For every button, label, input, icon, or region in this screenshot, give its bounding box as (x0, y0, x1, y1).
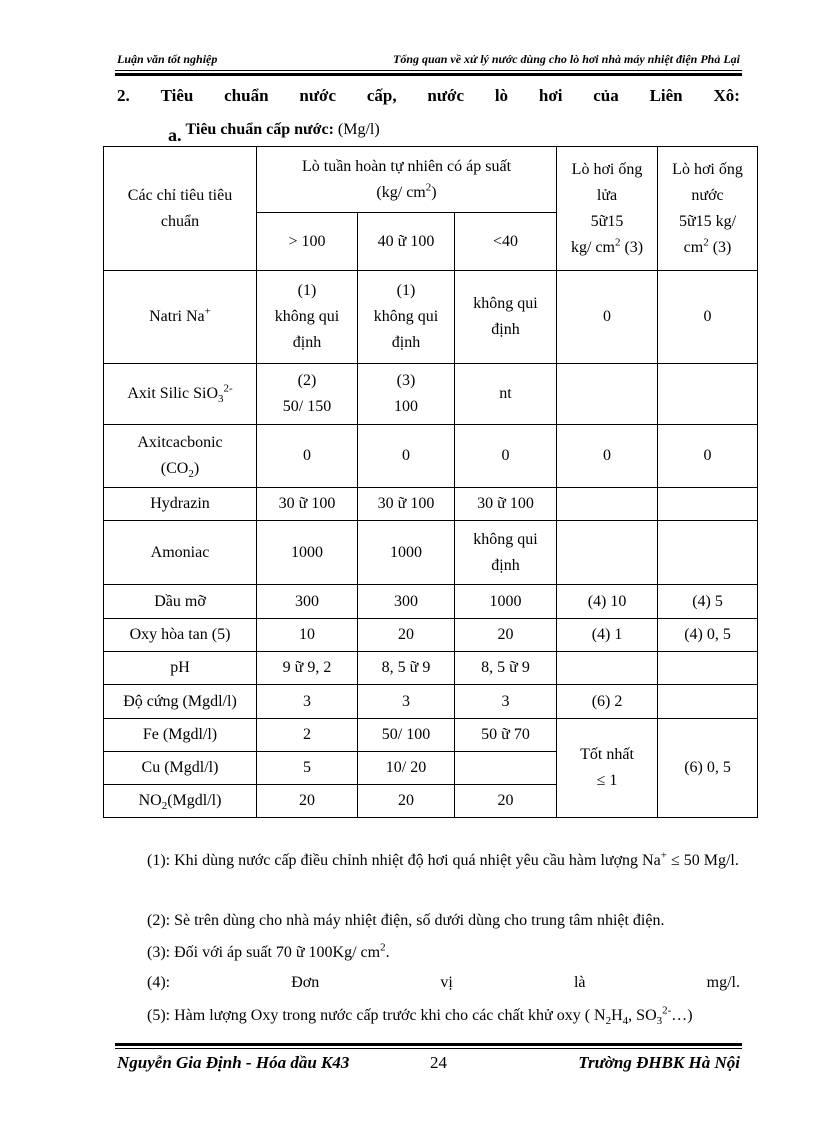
section-heading (117, 86, 740, 106)
section-word: hơi (538, 86, 563, 105)
table-row: Natri Na+ (1) không qui định (1) không qui định không qui định 0 0 (104, 271, 758, 364)
header-rule-thick (115, 73, 742, 76)
header-fire-tube: Lò hơi ống lửa 5ữ15 kg/ $cm^2$ (3) (557, 147, 658, 271)
subsection-heading (168, 118, 380, 145)
table-row: Độ cứng (Mgdl/l) 3 3 3 (6) 2 (104, 685, 758, 719)
table-row: pH 9 ữ 9, 2 8, 5 ữ 9 8, 5 ữ 9 (104, 652, 758, 685)
page-number: 24 (430, 1053, 447, 1072)
header-water-tube: Lò hơi ống nước 5ữ15 kg/ $cm^2$ (3) (658, 147, 758, 271)
table-row: Hydrazin 30 ữ 100 30 ữ 100 30 ữ 100 (104, 488, 758, 521)
section-word: chuẩn (224, 86, 269, 105)
footer-rule-thin (115, 1048, 742, 1049)
footer-school: Trường ĐHBK Hà Nội (578, 1053, 740, 1072)
header-natural-circulation: Lò tuần hoàn tự nhiên có áp suất (kg/ $cm^2$) (257, 147, 557, 213)
table-row: Oxy hòa tan (5) 10 20 20 (4) 1 (4) 0, 5 (104, 619, 758, 652)
table-row: Axit Silic SiO$_3^{2-}$ (2) 50/ 150 (3) 100 nt (104, 364, 758, 425)
header-right: Tổng quan về xử lý nước dùng cho lò hơi nhà máy nhiệt điện Phả Lại (393, 52, 740, 66)
water-standard-table (103, 146, 758, 818)
header-rule-thin (115, 70, 742, 71)
table-row: Dầu mỡ 300 300 1000 (4) 10 (4) 5 (104, 585, 758, 619)
section-word: nước (427, 86, 464, 105)
section-word: Tiêu (160, 86, 194, 105)
footer-author: Nguyễn Gia Định - Hóa dầu K43 (117, 1053, 350, 1072)
note-4: (4): Đơn vị là mg/l. (147, 974, 740, 991)
section-word: 2. (117, 86, 130, 105)
section-word: cấp, (366, 86, 397, 105)
note-1: (1): Khi dùng nước cấp điều chỉnh nhiệt độ hơi quá nhiệt yêu cầu hàm lượng Na+ ≤ 50 Mg/l. (147, 849, 739, 869)
note-3: (3): Đối với áp suất 70 ữ 100Kg/ $cm^2$. (147, 941, 390, 961)
section-word: của (593, 86, 619, 105)
page-header (117, 52, 740, 68)
subsection-unit: (Mg/l) (337, 121, 380, 138)
table-row: Axitcacbonic $(CO_2)$ 0 0 0 0 0 (104, 425, 758, 488)
subsection-letter: a. (168, 125, 182, 145)
subsection-title: Tiêu chuẩn cấp nước: (185, 121, 334, 138)
section-word: nước (299, 86, 336, 105)
table-row: Fe (Mgdl/l) 2 50/ 100 50 ữ 70 Tốt nhất ≤ 1 (6) 0, 5 (104, 719, 758, 752)
note-5: (5): Hàm lượng Oxy trong nước cấp trước khi cho các chất khử oxy ( $N_2H_4$, $SO_3^{2-}\dots$) (147, 1004, 693, 1028)
footer-rule-thick (115, 1043, 742, 1046)
table-row: Amoniac 1000 1000 không qui định (104, 521, 758, 585)
header-criteria: Các chỉ tiêu tiêu chuẩn (104, 147, 257, 271)
note-2: (2): Sè trên dùng cho nhà máy nhiệt điện, số dưới dùng cho trung tâm nhiệt điện. (147, 912, 665, 929)
table-row: $NO_2(Mgdl/l)$ 20 20 20 (104, 785, 758, 818)
header-pressure-mid: 40 ữ 100 (358, 213, 455, 271)
header-left: Luận văn tốt nghiệp (117, 52, 218, 66)
header-pressure-low: <40 (455, 213, 557, 271)
header-pressure-high: > 100 (257, 213, 358, 271)
table-header-row (104, 147, 758, 213)
table-row: Cu (Mgdl/l) 5 10/ 20 (104, 752, 758, 785)
section-word: Xô: (713, 86, 740, 105)
section-word: lò (494, 86, 509, 105)
section-word: Liên (649, 86, 683, 105)
